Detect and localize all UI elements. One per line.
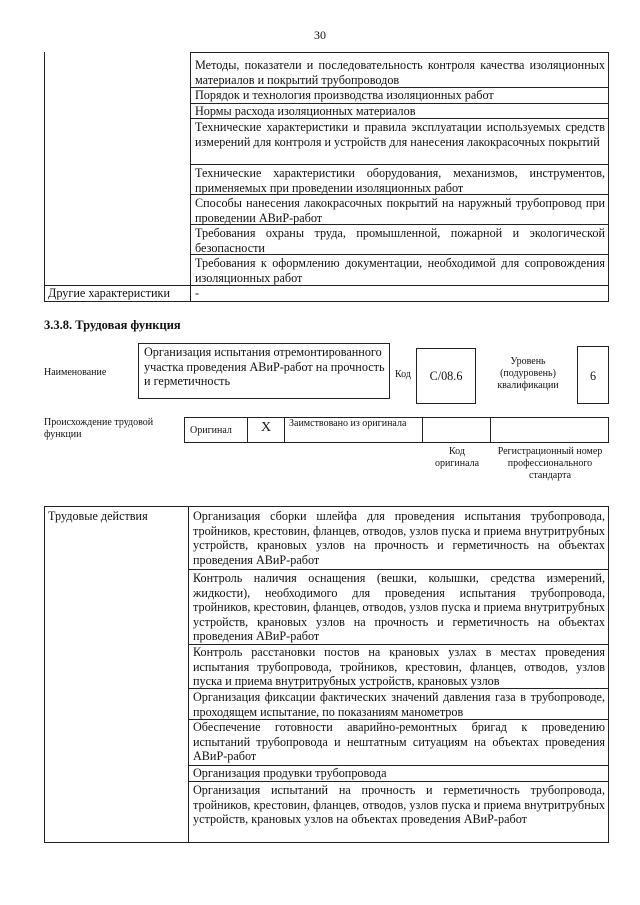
table-border bbox=[44, 52, 45, 302]
table-row: Требования охраны труда, промышленной, пожарной и экологической безопасности bbox=[195, 226, 605, 255]
table-row: Нормы расхода изоляционных материалов bbox=[195, 104, 416, 118]
actions-label: Трудовые действия bbox=[48, 509, 148, 523]
table-row: Организация сборки шлейфа для проведения испытания трубопровода, тройников, крестовин, фланцев, отводов, узлов пуска и приема внутритрубных устройств, крановых узлов на прочность и герметичность на объектах проведения АВиР-работ bbox=[193, 509, 605, 567]
origin-divider bbox=[284, 417, 285, 443]
table-border bbox=[190, 52, 191, 302]
section-heading: 3.3.8. Трудовая функция bbox=[44, 318, 181, 332]
code-label: Код bbox=[395, 369, 411, 380]
name-label: Наименование bbox=[44, 367, 107, 378]
table-row: Организация продувки трубопровода bbox=[193, 766, 387, 780]
reg-number-label: Регистрационный номер профессионального стандарта bbox=[497, 446, 603, 481]
row-divider bbox=[44, 842, 609, 843]
row-divider bbox=[190, 164, 609, 165]
original-label: Оригинал bbox=[190, 425, 232, 436]
other-characteristics-value: - bbox=[195, 286, 200, 300]
table-row: Контроль расстановки постов на крановых узлах в местах проведения испытания трубопровода, тройников, крестовин, фланцев, отводов, узлов пуска и приема внутритрубных устройств, крановых узлов bbox=[193, 645, 605, 689]
page-number: 30 bbox=[314, 28, 326, 42]
row-divider bbox=[44, 301, 609, 302]
row-divider bbox=[188, 781, 609, 782]
table-border bbox=[608, 506, 609, 842]
table-border bbox=[608, 52, 609, 302]
table-border bbox=[44, 506, 609, 507]
table-row: Методы, показатели и последовательность контроля качества изоляционных материалов и покрытий трубопроводов bbox=[195, 58, 605, 87]
level-value: 6 bbox=[589, 369, 597, 383]
table-row: Обеспечение готовности аварийно-ремонтных бригад к проведению испытаний трубопровода и нештатным ситуациям на объектах проведения АВиР-работ bbox=[193, 720, 605, 764]
row-divider bbox=[190, 52, 609, 53]
code-original-label: Код оригинала bbox=[434, 446, 480, 469]
table-row: Контроль наличия оснащения (вешки, колышки, средства измерений, жидкости), необходимого для проведения испытания трубопровода, тройников, крестовин, фланцев, отводов, узлов пуска и приема внутритрубных устройств, крановых узлов на прочность и герметичность на объектах проведения АВиР-работ bbox=[193, 571, 605, 644]
original-mark: X bbox=[260, 420, 272, 435]
table-row: Технические характеристики и правила эксплуатации используемых средств измерений для контроля и устройств для нанесения лакокрасочных покрытий bbox=[195, 120, 605, 149]
table-row: Способы нанесения лакокрасочных покрытий на наружный трубопровод при проведении АВиР-работ bbox=[195, 196, 605, 225]
borrowed-label: Заимствовано из оригинала bbox=[289, 418, 407, 429]
row-divider bbox=[188, 569, 609, 570]
table-border bbox=[44, 506, 45, 842]
table-row: Порядок и технология производства изоляционных работ bbox=[195, 88, 494, 102]
table-row: Организация фиксации фактических значений давления газа в трубопроводе, проходящем испытание, по показаниям манометров bbox=[193, 690, 605, 719]
table-row: Технические характеристики оборудования, механизмов, инструментов, применяемых при проведении изоляционных работ bbox=[195, 166, 605, 195]
table-row: Требования к оформлению документации, необходимой для сопровождения изоляционных работ bbox=[195, 256, 605, 285]
name-value: Организация испытания отремонтированного участка проведения АВиР-работ на прочность и герметичность bbox=[144, 345, 385, 389]
origin-divider bbox=[490, 417, 491, 443]
table-border bbox=[188, 506, 189, 842]
level-label: Уровень (подуровень) квалификации bbox=[497, 356, 559, 391]
table-row: Организация испытаний на прочность и герметичность трубопровода, тройников, крестовин, фланцев, отводов, узлов пуска и приема внутритрубных устройств, крановых узлов на объектах проведения АВиР-работ bbox=[193, 783, 605, 827]
other-characteristics-label: Другие характеристики bbox=[48, 286, 170, 300]
code-value: С/08.6 bbox=[429, 369, 463, 383]
origin-label: Происхождение трудовой функции bbox=[44, 417, 154, 440]
origin-divider bbox=[422, 417, 423, 443]
